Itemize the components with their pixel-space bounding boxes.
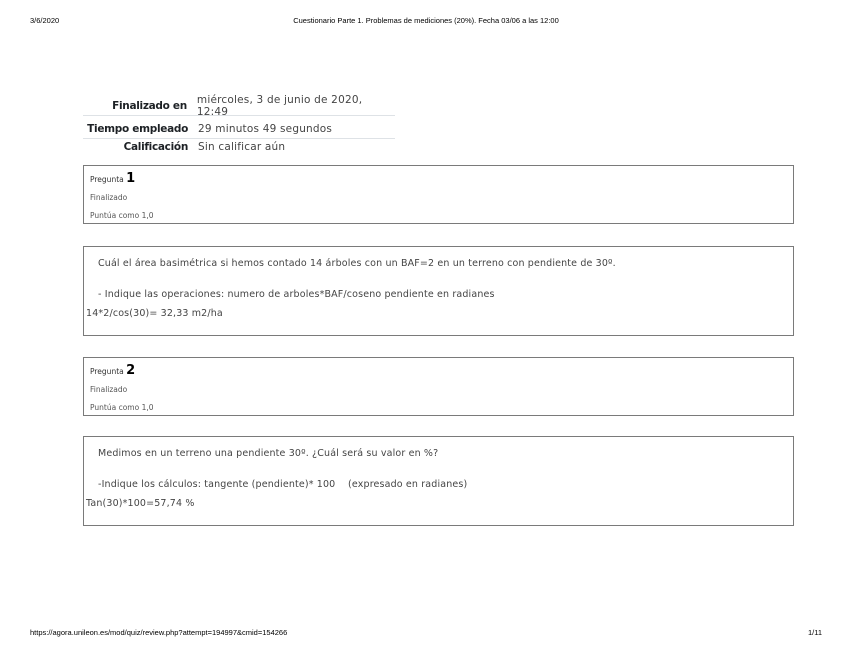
question-number-line bbox=[90, 363, 135, 378]
question-instruction: - Indique las operaciones: numero de arboles*BAF/coseno pendiente en radianes bbox=[98, 289, 495, 300]
summary-value: Sin calificar aún bbox=[198, 141, 286, 153]
question-text: Cuál el área basimétrica si hemos contado 14 árboles con un BAF=2 en un terreno con pendiente de 30º. bbox=[98, 258, 616, 269]
summary-row-finished bbox=[83, 94, 395, 118]
question-instruction: -Indique los cálculos: tangente (pendiente)* 100 (expresado en radianes) bbox=[98, 479, 468, 490]
summary-value: 29 minutos 49 segundos bbox=[198, 123, 333, 135]
question-text: Medimos en un terreno una pendiente 30º. ¿Cuál será su valor en %? bbox=[98, 448, 439, 459]
question-state: Finalizado bbox=[90, 385, 128, 394]
question-grade: Puntúa como 1,0 bbox=[90, 403, 154, 412]
summary-row-grade bbox=[83, 138, 395, 156]
summary-row-time-taken bbox=[83, 120, 395, 139]
summary-label: Finalizado en bbox=[112, 100, 187, 112]
question-number: 1 bbox=[126, 171, 136, 186]
page-number: 1/11 bbox=[807, 628, 822, 637]
question-answer: Tan(30)*100=57,74 % bbox=[86, 498, 195, 509]
question-2-info bbox=[83, 357, 794, 416]
summary-label: Tiempo empleado bbox=[87, 123, 188, 135]
question-state: Finalizado bbox=[90, 193, 128, 202]
print-header bbox=[30, 16, 822, 28]
question-2-content bbox=[83, 436, 794, 526]
question-number-line bbox=[90, 171, 135, 186]
print-url[interactable]: https://agora.unileon.es/mod/quiz/review.php?attempt=194997&cmid=154266 bbox=[30, 628, 288, 637]
question-prefix: Pregunta bbox=[90, 367, 124, 376]
summary-value: miércoles, 3 de junio de 2020, 12:49 bbox=[196, 94, 363, 118]
print-title: Cuestionario Parte 1. Problemas de mediciones (20%). Fecha 03/06 a las 12:00 bbox=[293, 16, 559, 25]
question-answer: 14*2/cos(30)= 32,33 m2/ha bbox=[86, 308, 223, 319]
question-prefix: Pregunta bbox=[90, 175, 124, 184]
print-date: 3/6/2020 bbox=[30, 16, 60, 25]
question-number: 2 bbox=[126, 363, 136, 378]
question-grade: Puntúa como 1,0 bbox=[90, 211, 154, 220]
question-1-content bbox=[83, 246, 794, 336]
print-footer bbox=[30, 628, 822, 640]
attempt-summary-table bbox=[83, 94, 395, 159]
question-1-info bbox=[83, 165, 794, 224]
summary-label: Calificación bbox=[123, 141, 188, 153]
